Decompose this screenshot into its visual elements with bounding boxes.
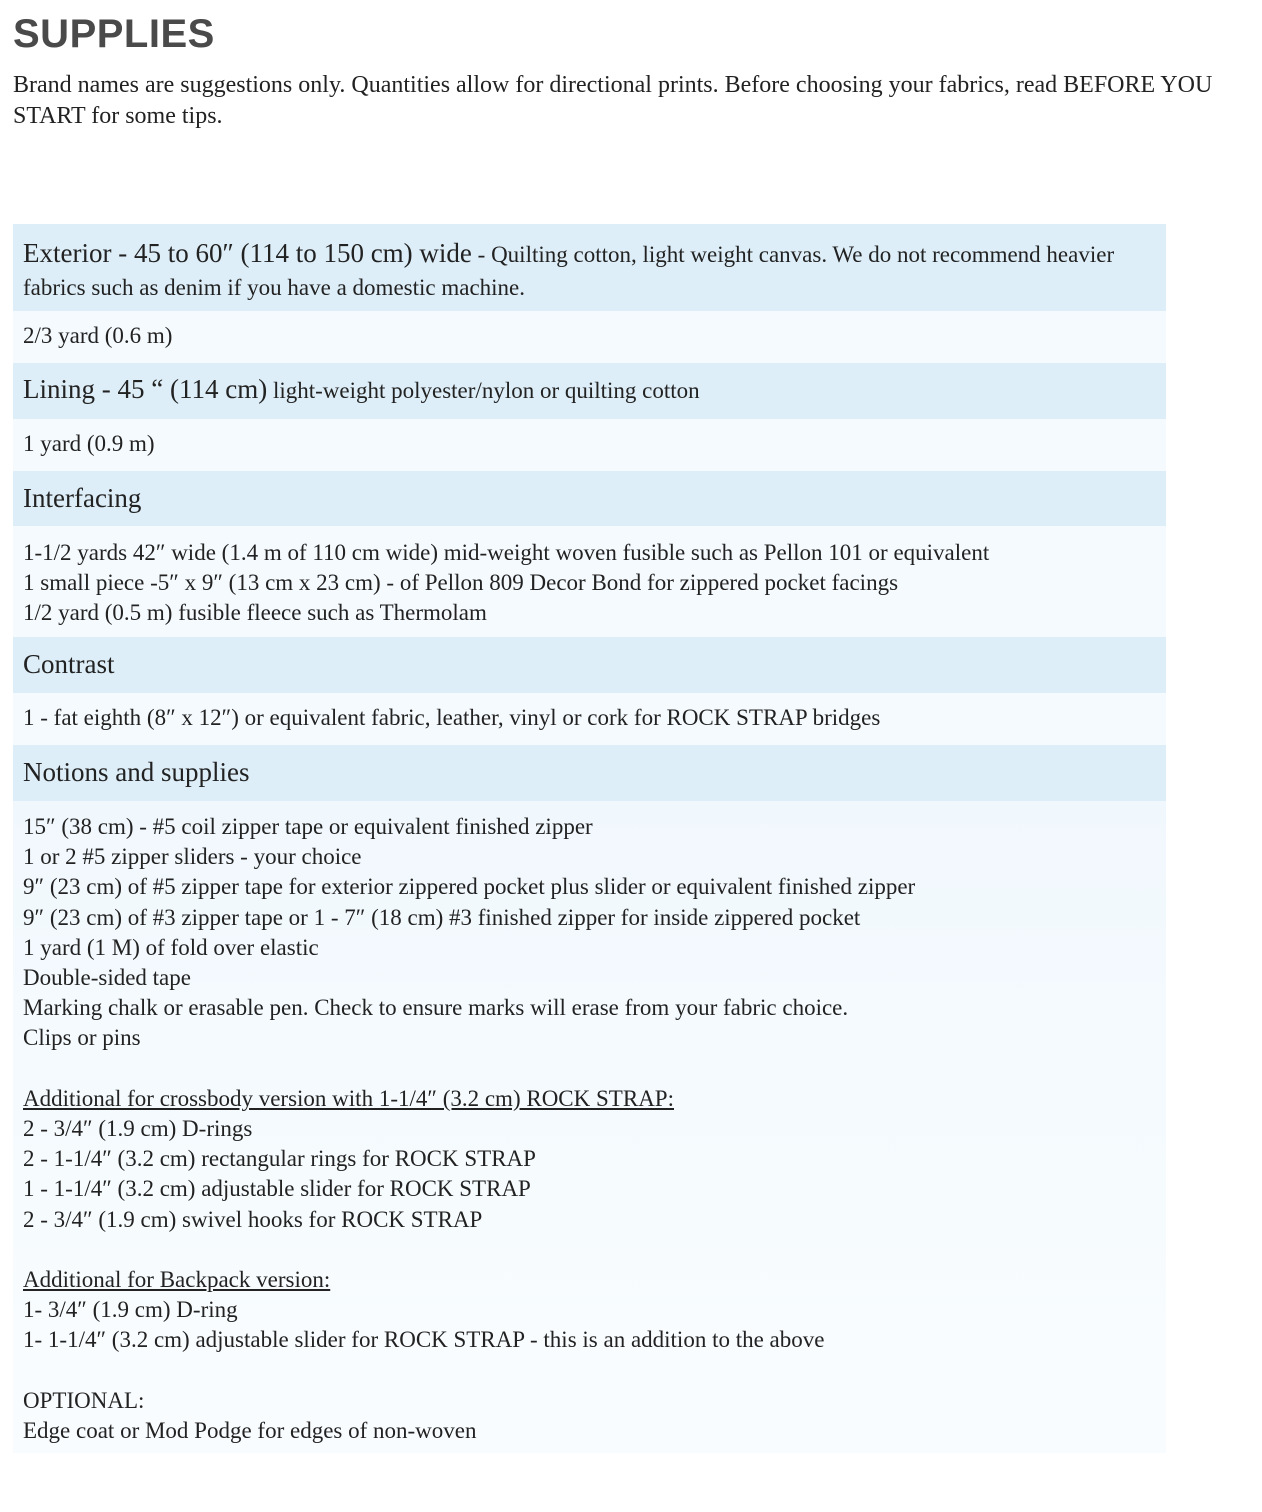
lining-body-row: [13, 419, 1166, 471]
supplies-table: [13, 224, 1166, 1453]
interfacing-body-row: [13, 526, 1166, 637]
contrast-heading-row: [13, 637, 1166, 693]
optional-line: Edge coat or Mod Podge for edges of non-woven: [23, 1418, 477, 1444]
notions-heading-row: [13, 745, 1166, 801]
lining-heading-row: [13, 363, 1166, 419]
interfacing-line: 1/2 yard (0.5 m) fusible fleece such as Thermolam: [23, 600, 487, 626]
interfacing-line: 1-1/2 yards 42″ wide (1.4 m of 110 cm wide) mid-weight woven fusible such as Pellon 101 or equivalent: [23, 540, 990, 565]
lining-heading: Lining - 45 “ (114 cm): [23, 374, 268, 404]
backpack-line: 1- 1-1/4″ (3.2 cm) adjustable slider for ROCK STRAP - this is an addition to the above: [23, 1327, 825, 1353]
crossbody-line: 2 - 1-1/4″ (3.2 cm) rectangular rings for ROCK STRAP: [23, 1146, 536, 1172]
lining-heading-note: light-weight polyester/nylon or quilting cotton: [267, 378, 700, 403]
notions-line: 9″ (23 cm) of #5 zipper tape for exterior zippered pocket plus slider or equivalent finished zipper: [23, 874, 916, 900]
notions-heading: Notions and supplies: [23, 757, 250, 787]
spacer: [23, 1356, 1156, 1386]
notions-line: 9″ (23 cm) of #3 zipper tape or 1 - 7″ (18 cm) #3 finished zipper for inside zippered pocket: [23, 904, 861, 930]
notions-body-row: [13, 801, 1166, 1453]
backpack-subheading: Additional for Backpack version:: [23, 1267, 331, 1293]
notions-line: Double-sided tape: [23, 965, 191, 991]
crossbody-line: 2 - 3/4″ (1.9 cm) D-rings: [23, 1116, 253, 1142]
exterior-body-row: [13, 311, 1166, 363]
exterior-heading-note: - Quilting cotton, light weight canvas. We do not recommend heavier fabrics such as denim if you have a domestic machine.: [23, 242, 1115, 300]
lining-line: 1 yard (0.9 m): [23, 431, 155, 456]
intro-paragraph: Brand names are suggestions only. Quantities allow for directional prints. Before choosing your fabrics, read BEFORE YOU START for some tips.: [13, 72, 1213, 129]
spacer: [23, 1235, 1156, 1265]
crossbody-subheading: Additional for crossbody version with 1-1/4″ (3.2 cm) ROCK STRAP:: [23, 1085, 674, 1111]
backpack-line: 1- 3/4″ (1.9 cm) D-ring: [23, 1297, 238, 1323]
page-title: SUPPLIES: [13, 12, 215, 56]
interfacing-heading-row: [13, 471, 1166, 526]
exterior-heading: Exterior - 45 to 60″ (114 to 150 cm) wide: [23, 238, 472, 268]
interfacing-line: 1 small piece -5″ x 9″ (13 cm x 23 cm) - of Pellon 809 Decor Bond for zippered pocket facings: [23, 570, 899, 596]
notions-line: 15″ (38 cm) - #5 coil zipper tape or equivalent finished zipper: [23, 814, 593, 839]
spacer: [23, 1054, 1156, 1084]
crossbody-line: 1 - 1-1/4″ (3.2 cm) adjustable slider for ROCK STRAP: [23, 1176, 531, 1202]
notions-line: 1 or 2 #5 zipper sliders - your choice: [23, 844, 362, 870]
exterior-line: 2/3 yard (0.6 m): [23, 323, 173, 348]
crossbody-line: 2 - 3/4″ (1.9 cm) swivel hooks for ROCK STRAP: [23, 1206, 483, 1232]
notions-line: Clips or pins: [23, 1025, 141, 1051]
notions-line: 1 yard (1 M) of fold over elastic: [23, 934, 319, 960]
contrast-line: 1 - fat eighth (8″ x 12″) or equivalent fabric, leather, vinyl or cork for ROCK STRAP bridges: [23, 705, 881, 730]
contrast-body-row: [13, 693, 1166, 745]
optional-subheading: OPTIONAL:: [23, 1387, 145, 1413]
contrast-heading: Contrast: [23, 649, 115, 679]
exterior-heading-row: [13, 224, 1166, 311]
notions-line: Marking chalk or erasable pen. Check to ensure marks will erase from your fabric choice.: [23, 995, 849, 1021]
interfacing-heading: Interfacing: [23, 483, 142, 513]
